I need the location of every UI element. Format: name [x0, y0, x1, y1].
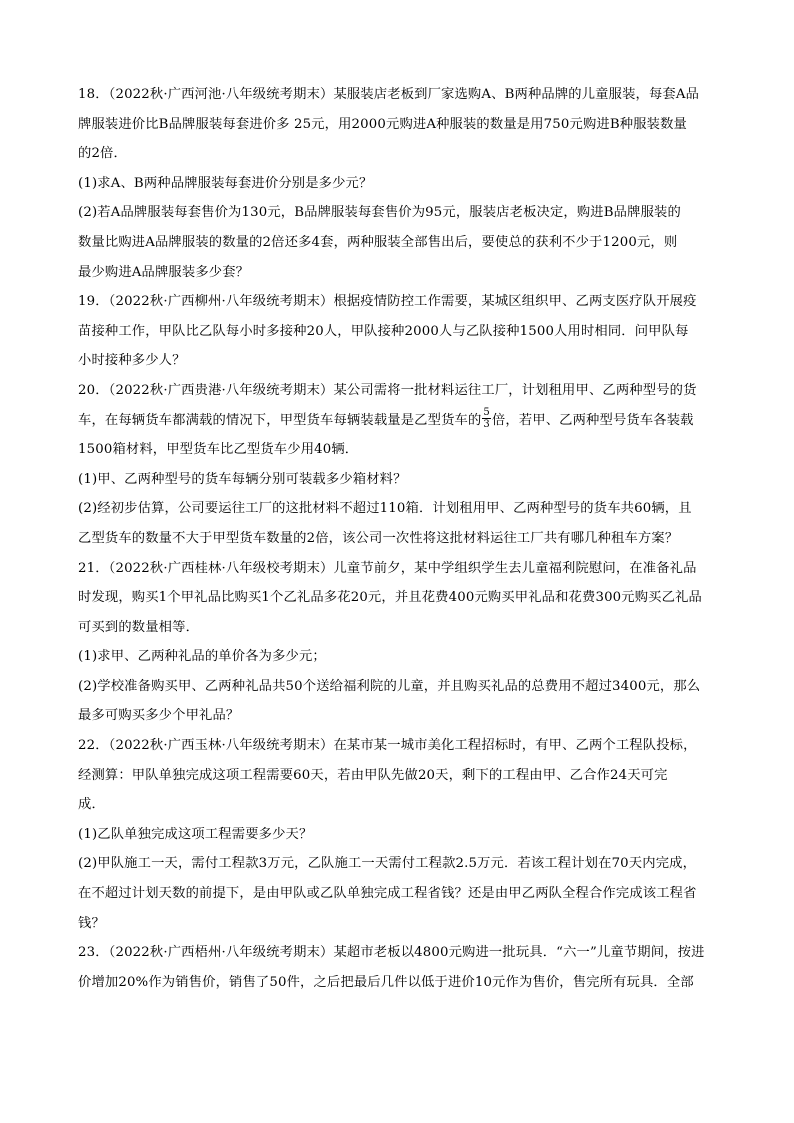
problem-text-line: 23．（2022秋·广西梧州·八年级统考期末）某超市老板以4800元购进一批玩具．“六一”儿童节期间，按进 — [78, 945, 705, 961]
problem-text-line: 1500箱材料，甲型货车比乙型货车少用40辆． — [78, 442, 359, 458]
problem-text-line: 小时接种多少人？ — [78, 353, 186, 369]
problem-20 — [78, 376, 718, 554]
problem-text-line: 22．（2022秋·广西玉林·八年级统考期末）在某市某一城市美化工程招标时，有甲、乙两个工程队投标， — [78, 738, 697, 754]
fraction-numerator: 5 — [483, 406, 490, 418]
subquestion-2: (2)经初步估算，公司要运往工厂的这批材料不超过110箱．计划租用甲、乙两种型号的货车共60辆，且 — [78, 501, 692, 517]
problem-text-line: 21．（2022秋·广西桂林·八年级校考期末）儿童节前夕，某中学组织学生去儿童福利院慰问，在准备礼品 — [78, 560, 697, 576]
text-segment: 倍，若甲、乙两种型号货车各装载 — [491, 412, 694, 428]
problem-list — [78, 80, 718, 997]
problem-18 — [78, 80, 718, 287]
problem-text-line: 数量比购进A品牌服装的数量的2倍还多4套，两种服装全部售出后，要使总的获利不少于1200元，则 — [78, 234, 678, 250]
problem-text-line: 牌服装进价比B品牌服装每套进价多 25元，用2000元购进A种服装的数量是用750元购进B种服装数量 — [78, 116, 687, 132]
text-segment: 车，在每辆货车都满载的情况下，甲型货车每辆装载量是乙型货车的 — [78, 412, 482, 428]
subquestion-2: (2)学校准备购买甲、乙两种礼品共50个送给福利院的儿童，并且购买礼品的总费用不超过3400元，那么 — [78, 678, 701, 694]
problem-text-line: 苗接种工作，甲队比乙队每小时多接种20人，甲队接种2000人与乙队接种1500人用时相同．问甲队每 — [78, 323, 689, 339]
problem-text-line: 成． — [78, 797, 105, 813]
subquestion-2: (2)甲队施工一天，需付工程款3万元，乙队施工一天需付工程款2.5万元．若该工程计划在70天内完成， — [78, 856, 697, 872]
problem-text-line: 时发现，购买1个甲礼品比购买1个乙礼品多花20元，并且花费400元购买甲礼品和花费300元购买乙礼品 — [78, 590, 702, 606]
problem-text-line: 18．（2022秋·广西河池·八年级统考期末）某服装店老板到厂家选购A、B两种品牌的儿童服装，每套A品 — [78, 87, 700, 102]
problem-text-line — [78, 406, 718, 436]
subquestion-1: (1)甲、乙两种型号的货车每辆分别可装载多少箱材料？ — [78, 471, 407, 487]
problem-text-line: 可买到的数量相等． — [78, 619, 200, 635]
problem-23 — [78, 938, 718, 997]
subquestion-1: (1)求A、B两种品牌服装每套进价分别是多少元？ — [78, 175, 373, 191]
problem-19 — [78, 287, 718, 376]
problem-text-line: 钱？ — [78, 915, 105, 931]
fraction — [482, 407, 491, 430]
problem-text-line: 在不超过计划天数的前提下，是由甲队或乙队单独完成工程省钱？还是由甲乙两队全程合作完成该工程省 — [78, 886, 697, 902]
subquestion-1: (1)乙队单独完成这项工程需要多少天？ — [78, 826, 313, 842]
subquestion-1: (1)求甲、乙两种礼品的单价各为多少元； — [78, 649, 326, 665]
problem-text-line: 的2倍． — [78, 146, 127, 162]
problem-21 — [78, 554, 718, 732]
problem-text-line: 19．（2022秋·广西柳州·八年级统考期末）根据疫情防控工作需要，某城区组织甲、乙两支医疗队开展疫 — [78, 294, 697, 310]
subquestion-2: (2)若A品牌服装每套售价为130元，B品牌服装每套售价为95元，服装店老板决定，购进B品牌服装的 — [78, 205, 681, 221]
problem-text-line: 乙型货车的数量不大于甲型货车数量的2倍，该公司一次性将这批材料运往工厂共有哪几种租车方案？ — [78, 530, 679, 546]
problem-text-line: 最多可购买多少个甲礼品？ — [78, 708, 240, 724]
fraction-denominator: 3 — [483, 418, 490, 430]
problem-22 — [78, 731, 718, 938]
problem-text-line: 最少购进A品牌服装多少套？ — [78, 264, 250, 280]
problem-text-line: 20．（2022秋·广西贵港·八年级统考期末）某公司需将一批材料运往工厂，计划租用甲、乙两种型号的货 — [78, 382, 697, 398]
problem-text-line: 价增加20%作为销售价，销售了50件，之后把最后几件以低于进价10元作为售价，售完所有玩具．全部 — [78, 974, 694, 990]
problem-text-line: 经测算：甲队单独完成这项工程需要60天，若由甲队先做20天，剩下的工程由甲、乙合作24天可完 — [78, 767, 668, 783]
